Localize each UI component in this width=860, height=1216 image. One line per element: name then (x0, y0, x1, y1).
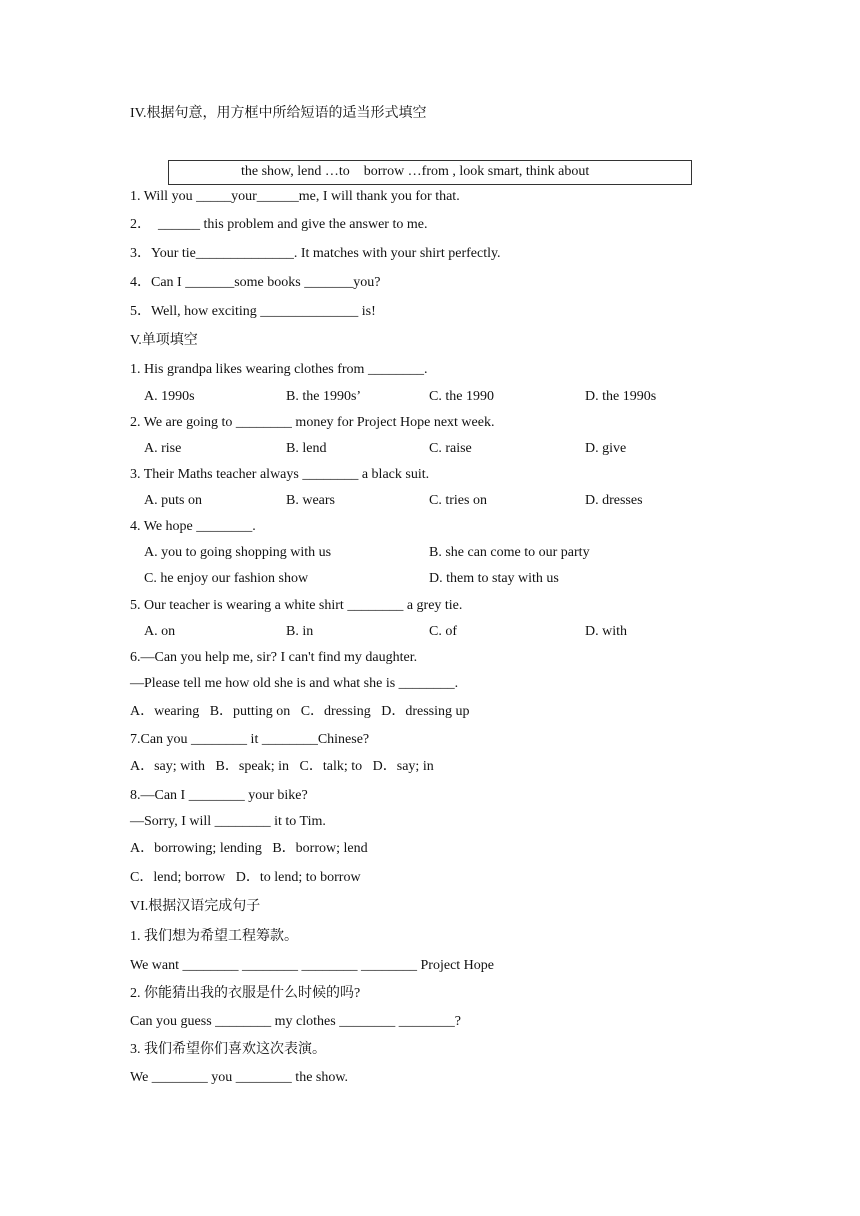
mc-q1-option-b: B. the 1990s’ (286, 389, 362, 404)
phrase-box-text: the show, lend …to borrow …from , look smart, think about (241, 164, 590, 179)
mc-q2-option-b: B. lend (286, 441, 327, 456)
mc-q8-options-2: C．lend; borrow D．to lend; to borrow (130, 870, 361, 885)
fill-item-4: 4．Can I _______some books _______you? (130, 275, 381, 290)
translate-item-3-en: We ________ you ________ the show. (130, 1070, 349, 1085)
mc-q5-stem: 5. Our teacher is wearing a white shirt ________ a grey tie. (130, 598, 463, 613)
mc-q4-stem: 4. We hope ________. (130, 519, 256, 534)
mc-q1-option-d: D. the 1990s (585, 389, 657, 404)
mc-q3-option-c: C. tries on (429, 493, 487, 508)
fill-item-5: 5．Well, how exciting ______________ is! (130, 304, 376, 319)
mc-q6-options: A．wearing B．putting on C．dressing D．dressing up (130, 704, 470, 719)
mc-q5-option-a: A. on (144, 624, 176, 639)
translate-item-1-en: We want ________ ________ ________ ________ Project Hope (130, 958, 494, 973)
mc-q2-option-d: D. give (585, 441, 627, 456)
mc-q4-option-b: B. she can come to our party (429, 545, 590, 560)
mc-q3-option-a: A. puts on (144, 493, 202, 508)
mc-q2-option-c: C. raise (429, 441, 472, 456)
mc-q4-option-c: C. he enjoy our fashion show (144, 571, 309, 586)
mc-q7-stem: 7.Can you ________ it ________Chinese? (130, 732, 370, 747)
mc-q4-option-d: D. them to stay with us (429, 571, 559, 586)
mc-q2-option-a: A. rise (144, 441, 182, 456)
translate-item-2-en: Can you guess ________ my clothes ________ ________? (130, 1014, 461, 1029)
mc-q6-line-1: 6.—Can you help me, sir? I can't find my daughter. (130, 650, 418, 665)
mc-q1-stem: 1. His grandpa likes wearing clothes from ________. (130, 362, 428, 377)
mc-q2-stem: 2. We are going to ________ money for Project Hope next week. (130, 415, 495, 430)
mc-q8-options-1: A．borrowing; lending B．borrow; lend (130, 841, 368, 856)
fill-item-1: 1. Will you _____your______me, I will thank you for that. (130, 189, 460, 204)
fill-item-3: 3．Your tie______________. It matches with your shirt perfectly. (130, 246, 501, 261)
mc-q7-options: A．say; with B．speak; in C．talk; to D．say; in (130, 759, 434, 774)
mc-q8-line-1: 8.—Can I ________ your bike? (130, 788, 308, 803)
mc-q3-option-b: B. wears (286, 493, 335, 508)
section-5-heading: V.单项填空 (130, 333, 198, 348)
mc-q5-option-c: C. of (429, 624, 457, 639)
mc-q5-option-b: B. in (286, 624, 314, 639)
section-4-heading: IV.根据句意，用方框中所给短语的适当形式填空 (130, 106, 427, 121)
mc-q6-line-2: —Please tell me how old she is and what she is ________. (130, 676, 459, 691)
section-6-heading: VI.根据汉语完成句子 (130, 899, 261, 914)
mc-q1-option-c: C. the 1990 (429, 389, 494, 404)
translate-item-2-cn: 2. 你能猜出我的衣服是什么时候的吗? (130, 986, 361, 1001)
phrase-box (168, 160, 692, 185)
translate-item-1-cn: 1. 我们想为希望工程筹款。 (130, 929, 298, 944)
fill-item-2: 2． ______ this problem and give the answer to me. (130, 217, 428, 232)
mc-q5-option-d: D. with (585, 624, 627, 639)
mc-q3-option-d: D. dresses (585, 493, 643, 508)
mc-q3-stem: 3. Their Maths teacher always ________ a black suit. (130, 467, 430, 482)
mc-q1-option-a: A. 1990s (144, 389, 195, 404)
mc-q8-line-2: —Sorry, I will ________ it to Tim. (130, 814, 326, 829)
mc-q4-option-a: A. you to going shopping with us (144, 545, 332, 560)
translate-item-3-cn: 3. 我们希望你们喜欢这次表演。 (130, 1042, 326, 1057)
